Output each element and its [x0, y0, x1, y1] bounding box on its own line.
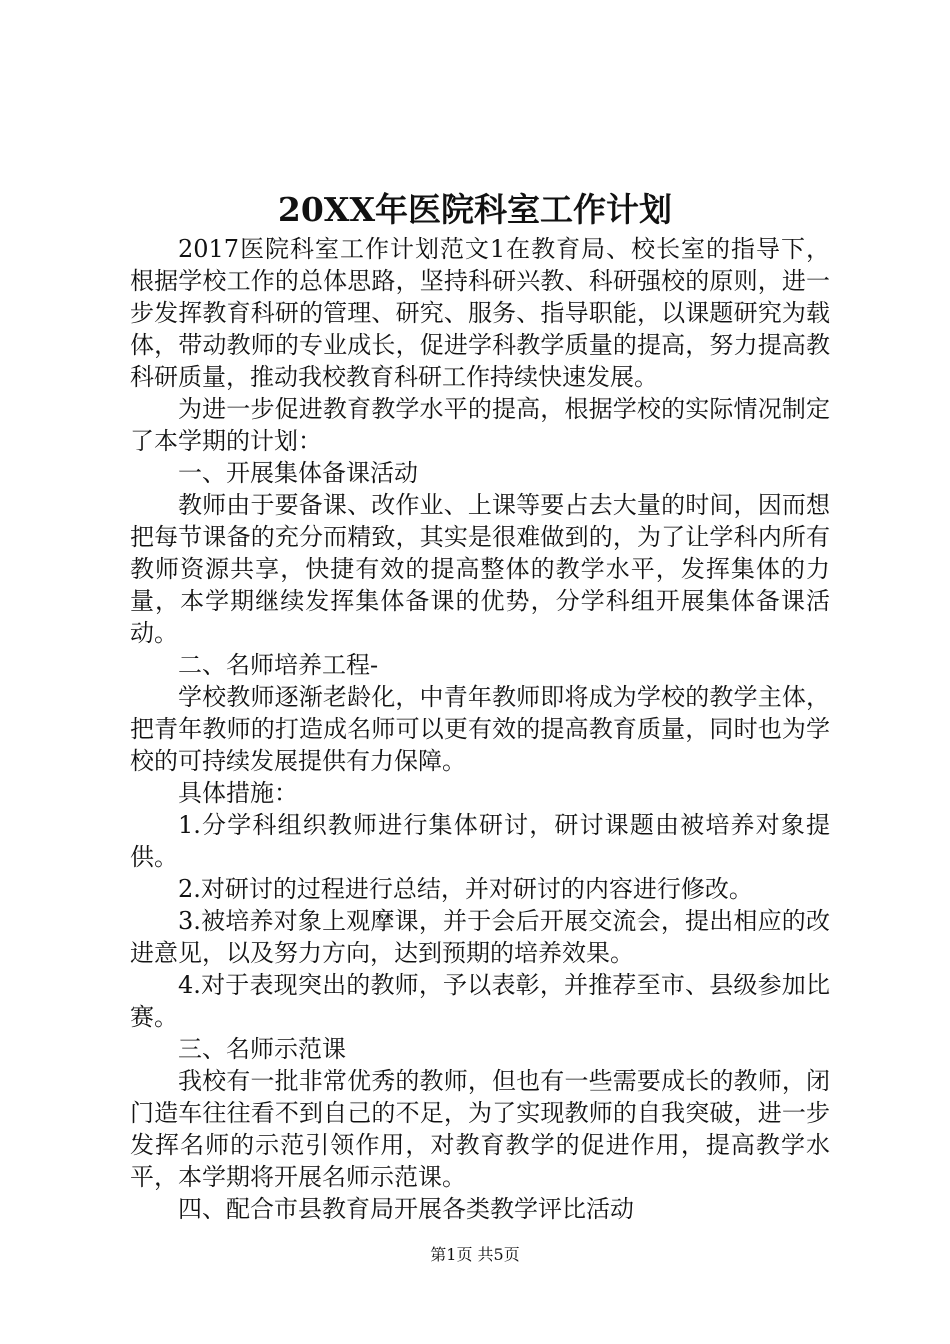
measure-item-3: 3.被培养对象上观摩课，并于会后开展交流会，提出相应的改进意见，以及努力方向，达到预期的培养效果。	[130, 907, 830, 967]
section-heading-4: 四、配合市县教育局开展各类教学评比活动	[178, 1195, 634, 1223]
document-body	[130, 233, 830, 1225]
paragraph-section-2: 学校教师逐渐老龄化，中青年教师即将成为学校的教学主体，把青年教师的打造成名师可以更有效的提高教育质量，同时也为学校的可持续发展提供有力保障。	[130, 683, 830, 775]
measure-item-4: 4.对于表现突出的教师，予以表彰，并推荐至市、县级参加比赛。	[130, 971, 830, 1031]
section-heading-3: 三、名师示范课	[178, 1035, 346, 1063]
measure-item-1: 1.分学科组织教师进行集体研讨，研讨课题由被培养对象提供。	[130, 811, 830, 871]
paragraph-section-3: 我校有一批非常优秀的教师，但也有一些需要成长的教师，闭门造车往往看不到自己的不足，为了实现教师的自我突破，进一步发挥名师的示范引领作用，对教育教学的促进作用，提高教学水平，本学期将开展名师示范课。	[130, 1067, 830, 1191]
page-footer: 第1页 共5页	[430, 1245, 520, 1264]
section-heading-1: 一、开展集体备课活动	[178, 459, 418, 487]
paragraph-intro: 2017医院科室工作计划范文1在教育局、校长室的指导下，根据学校工作的总体思路，坚持科研兴教、科研强校的原则，进一步发挥教育科研的管理、研究、服务、指导职能，以课题研究为载体，带动教师的专业成长，促进学科教学质量的提高，努力提高教科研质量，推动我校教育科研工作持续快速发展。	[130, 235, 830, 391]
measures-heading: 具体措施：	[178, 779, 298, 807]
paragraph-purpose: 为进一步促进教育教学水平的提高，根据学校的实际情况制定了本学期的计划：	[130, 395, 830, 455]
document-title: 20XX年医院科室工作计划	[277, 190, 673, 229]
section-heading-2: 二、名师培养工程-	[178, 651, 379, 679]
measure-item-2: 2.对研讨的过程进行总结，并对研讨的内容进行修改。	[178, 875, 753, 903]
paragraph-section-1: 教师由于要备课、改作业、上课等要占去大量的时间，因而想把每节课备的充分而精致，其实是很难做到的，为了让学科内所有教师资源共享，快捷有效的提高整体的教学水平，发挥集体的力量，本学期继续发挥集体备课的优势，分学科组开展集体备课活动。	[130, 491, 830, 647]
